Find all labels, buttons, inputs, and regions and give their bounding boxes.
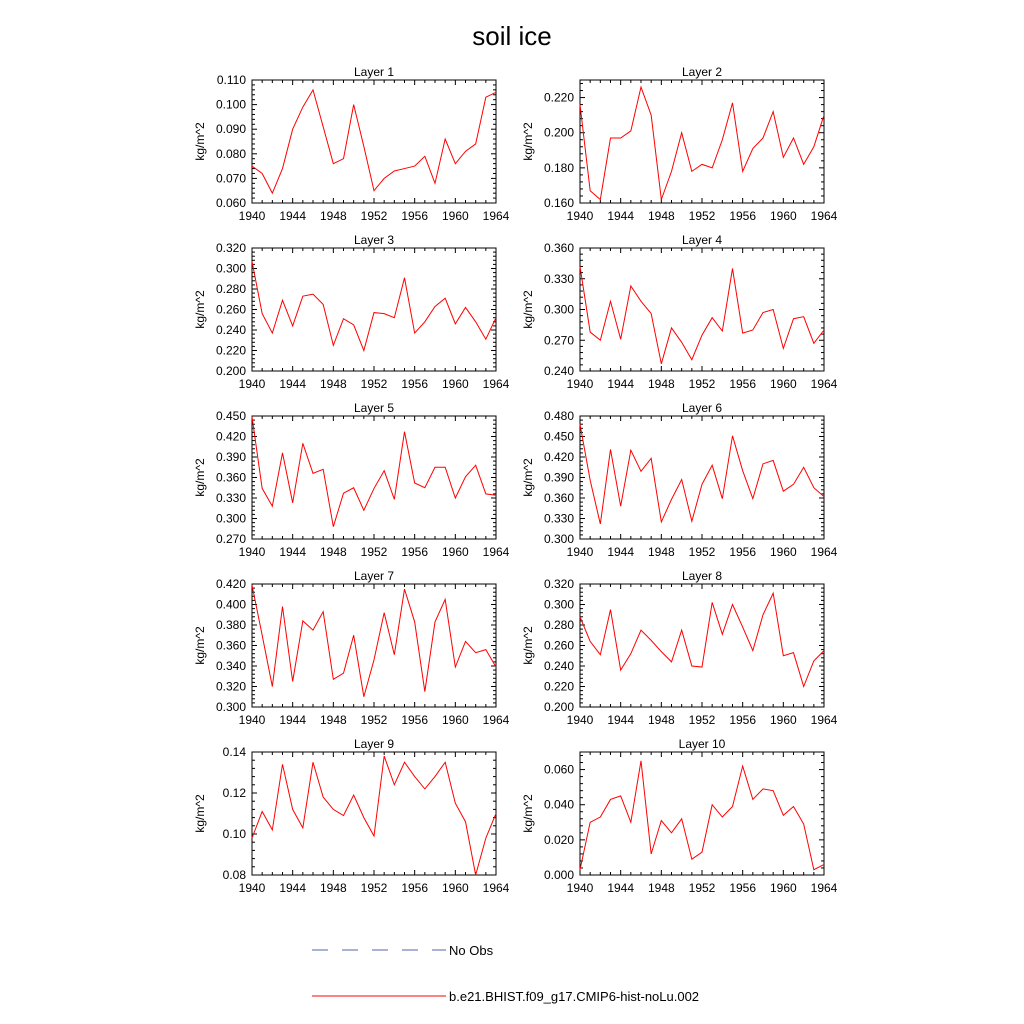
- y-axis-label: kg/m^2: [521, 626, 535, 665]
- x-tick-label: 1952: [360, 713, 388, 727]
- legend: [312, 943, 699, 1004]
- y-tick-label: 0.280: [215, 282, 246, 296]
- x-tick-label: 1944: [279, 377, 307, 391]
- y-axis-label: kg/m^2: [193, 290, 207, 329]
- legend-model-label: b.e21.BHIST.f09_g17.CMIP6-hist-noLu.002: [449, 989, 700, 1004]
- panel-layer-3: [193, 233, 510, 391]
- x-tick-label: 1964: [482, 377, 510, 391]
- y-tick-label: 0.180: [543, 160, 574, 175]
- x-tick-label: 1964: [482, 209, 510, 223]
- panels-group: [193, 65, 838, 895]
- y-tick-label: 0.390: [215, 450, 246, 464]
- x-tick-label: 1956: [401, 377, 429, 391]
- x-tick-label: 1940: [238, 377, 266, 391]
- x-tick-label: 1960: [769, 713, 797, 727]
- y-tick-label: 0.320: [215, 679, 246, 694]
- plot-frame: [252, 416, 496, 539]
- x-tick-label: 1940: [238, 881, 266, 895]
- panel-layer-8: [521, 569, 838, 727]
- y-tick-label: 0.420: [215, 577, 246, 591]
- x-tick-label: 1948: [647, 377, 675, 391]
- x-tick-label: 1940: [566, 545, 594, 559]
- panel-layer-10: [521, 737, 838, 895]
- y-tick-label: 0.360: [543, 491, 574, 505]
- series-line-layer-7: [252, 585, 496, 697]
- x-tick-label: 1964: [810, 377, 838, 391]
- x-tick-label: 1944: [607, 377, 635, 391]
- x-tick-label: 1944: [279, 881, 307, 895]
- y-tick-label: 0.090: [215, 122, 246, 137]
- y-tick-label: 0.08: [222, 868, 246, 882]
- panel-title-layer-1: Layer 1: [353, 65, 395, 79]
- y-tick-label: 0.200: [543, 700, 574, 714]
- y-tick-label: 0.020: [543, 832, 574, 847]
- plot-frame: [580, 248, 824, 371]
- y-tick-label: 0.100: [215, 97, 246, 112]
- panel-title-layer-8: Layer 8: [681, 569, 723, 583]
- x-tick-label: 1940: [566, 881, 594, 895]
- y-tick-label: 0.110: [216, 73, 246, 87]
- chart-title: soil ice: [472, 21, 552, 51]
- legend-obs-label: No Obs: [449, 943, 494, 958]
- y-tick-label: 0.220: [543, 679, 574, 694]
- series-line-layer-3: [252, 261, 496, 350]
- x-tick-label: 1944: [607, 545, 635, 559]
- x-tick-label: 1948: [319, 881, 347, 895]
- x-tick-label: 1948: [319, 377, 347, 391]
- plot-frame: [580, 80, 824, 203]
- x-tick-label: 1960: [441, 545, 469, 559]
- y-axis-label: kg/m^2: [521, 458, 535, 497]
- y-tick-label: 0.10: [222, 827, 246, 841]
- x-tick-label: 1952: [360, 881, 388, 895]
- x-tick-label: 1956: [401, 881, 429, 895]
- y-axis-label: kg/m^2: [193, 458, 207, 497]
- panel-layer-1: [193, 65, 510, 223]
- panel-title-layer-10: Layer 10: [678, 737, 726, 751]
- y-tick-label: 0.260: [215, 302, 246, 317]
- y-tick-label: 0.040: [543, 797, 574, 812]
- x-tick-label: 1964: [810, 881, 838, 895]
- panel-title-layer-5: Layer 5: [353, 401, 395, 415]
- series-line-layer-10: [580, 761, 824, 870]
- y-tick-label: 0.000: [543, 868, 574, 882]
- series-line-layer-8: [580, 593, 824, 686]
- y-tick-label: 0.080: [215, 146, 246, 161]
- y-tick-label: 0.220: [543, 90, 574, 105]
- y-tick-label: 0.390: [543, 470, 574, 485]
- x-tick-label: 1964: [810, 209, 838, 223]
- y-axis-label: kg/m^2: [193, 794, 207, 833]
- x-tick-label: 1948: [647, 209, 675, 223]
- plot-frame: [252, 584, 496, 707]
- x-tick-label: 1940: [238, 209, 266, 223]
- x-tick-label: 1952: [360, 545, 388, 559]
- x-tick-label: 1940: [238, 545, 266, 559]
- x-tick-label: 1956: [729, 545, 757, 559]
- y-tick-label: 0.360: [543, 241, 574, 255]
- y-tick-label: 0.450: [215, 409, 246, 423]
- panel-title-layer-9: Layer 9: [353, 737, 395, 751]
- x-tick-label: 1960: [769, 377, 797, 391]
- x-tick-label: 1956: [729, 713, 757, 727]
- x-tick-label: 1952: [688, 209, 716, 223]
- panel-title-layer-7: Layer 7: [353, 569, 395, 583]
- panel-title-layer-6: Layer 6: [681, 401, 723, 415]
- x-tick-label: 1944: [607, 209, 635, 223]
- series-line-layer-4: [580, 266, 824, 363]
- x-tick-label: 1964: [482, 881, 510, 895]
- y-tick-label: 0.300: [215, 511, 246, 526]
- series-line-layer-2: [580, 87, 824, 199]
- panel-title-layer-3: Layer 3: [353, 233, 395, 247]
- y-tick-label: 0.270: [215, 532, 246, 546]
- y-tick-label: 0.320: [215, 241, 246, 255]
- x-tick-label: 1964: [810, 713, 838, 727]
- series-line-layer-6: [580, 424, 824, 524]
- x-tick-label: 1948: [647, 881, 675, 895]
- x-tick-label: 1940: [238, 713, 266, 727]
- x-tick-label: 1960: [769, 545, 797, 559]
- x-tick-label: 1948: [647, 545, 675, 559]
- y-tick-label: 0.330: [543, 511, 574, 526]
- plot-frame: [252, 248, 496, 371]
- panel-layer-7: [193, 569, 510, 727]
- y-tick-label: 0.340: [215, 659, 246, 673]
- y-axis-label: kg/m^2: [193, 122, 207, 161]
- x-tick-label: 1952: [688, 377, 716, 391]
- y-tick-label: 0.200: [543, 125, 574, 140]
- x-tick-label: 1948: [319, 545, 347, 559]
- x-tick-label: 1956: [729, 209, 757, 223]
- series-line-layer-9: [252, 756, 496, 875]
- x-tick-label: 1964: [810, 545, 838, 559]
- y-tick-label: 0.380: [215, 618, 246, 632]
- y-tick-label: 0.160: [543, 196, 574, 210]
- plot-frame: [252, 80, 496, 203]
- x-tick-label: 1940: [566, 377, 594, 391]
- y-tick-label: 0.450: [543, 429, 574, 444]
- x-tick-label: 1960: [441, 881, 469, 895]
- y-tick-label: 0.360: [215, 638, 246, 653]
- y-tick-label: 0.300: [215, 700, 246, 714]
- y-tick-label: 0.200: [215, 364, 246, 378]
- y-tick-label: 0.260: [543, 638, 574, 653]
- panel-layer-5: [193, 401, 510, 559]
- panel-title-layer-2: Layer 2: [681, 65, 723, 79]
- x-tick-label: 1956: [729, 377, 757, 391]
- y-tick-label: 0.300: [543, 302, 574, 317]
- y-tick-label: 0.330: [215, 491, 246, 505]
- x-tick-label: 1944: [607, 713, 635, 727]
- y-tick-label: 0.240: [215, 323, 246, 337]
- series-line-layer-5: [252, 417, 496, 527]
- y-tick-label: 0.320: [543, 577, 574, 591]
- y-tick-label: 0.300: [215, 261, 246, 276]
- plot-frame: [580, 416, 824, 539]
- x-tick-label: 1964: [482, 545, 510, 559]
- y-tick-label: 0.070: [215, 171, 246, 186]
- x-tick-label: 1940: [566, 209, 594, 223]
- series-line-layer-1: [252, 90, 496, 193]
- x-tick-label: 1948: [319, 209, 347, 223]
- x-tick-label: 1952: [360, 209, 388, 223]
- plot-frame: [252, 752, 496, 875]
- x-tick-label: 1960: [769, 881, 797, 895]
- y-tick-label: 0.14: [222, 745, 246, 759]
- x-tick-label: 1956: [401, 209, 429, 223]
- y-tick-label: 0.420: [215, 429, 246, 444]
- x-tick-label: 1944: [279, 545, 307, 559]
- x-tick-label: 1964: [482, 713, 510, 727]
- x-tick-label: 1948: [319, 713, 347, 727]
- y-tick-label: 0.400: [215, 597, 246, 612]
- x-tick-label: 1956: [401, 545, 429, 559]
- x-tick-label: 1944: [279, 209, 307, 223]
- x-tick-label: 1960: [769, 209, 797, 223]
- y-tick-label: 0.270: [543, 333, 574, 348]
- y-tick-label: 0.060: [543, 762, 574, 777]
- y-tick-label: 0.220: [215, 343, 246, 358]
- y-tick-label: 0.480: [543, 409, 574, 423]
- x-tick-label: 1944: [279, 713, 307, 727]
- y-axis-label: kg/m^2: [521, 290, 535, 329]
- y-tick-label: 0.12: [222, 786, 246, 800]
- x-tick-label: 1944: [607, 881, 635, 895]
- y-tick-label: 0.330: [543, 271, 574, 286]
- y-axis-label: kg/m^2: [521, 794, 535, 833]
- y-tick-label: 0.420: [543, 450, 574, 464]
- y-tick-label: 0.240: [543, 659, 574, 673]
- y-tick-label: 0.060: [215, 196, 246, 210]
- x-tick-label: 1952: [688, 545, 716, 559]
- y-tick-label: 0.280: [543, 618, 574, 632]
- plot-frame: [580, 752, 824, 875]
- y-tick-label: 0.300: [543, 597, 574, 612]
- x-tick-label: 1960: [441, 713, 469, 727]
- x-tick-label: 1956: [401, 713, 429, 727]
- panel-title-layer-4: Layer 4: [681, 233, 723, 247]
- y-tick-label: 0.360: [215, 470, 246, 485]
- panel-layer-2: [521, 65, 838, 223]
- x-tick-label: 1960: [441, 377, 469, 391]
- panel-layer-4: [521, 233, 838, 391]
- y-tick-label: 0.300: [543, 532, 574, 546]
- x-tick-label: 1952: [688, 881, 716, 895]
- x-tick-label: 1960: [441, 209, 469, 223]
- x-tick-label: 1952: [688, 713, 716, 727]
- panel-layer-6: [521, 401, 838, 559]
- panel-layer-9: [193, 737, 510, 895]
- y-axis-label: kg/m^2: [521, 122, 535, 161]
- x-tick-label: 1956: [729, 881, 757, 895]
- y-tick-label: 0.240: [543, 364, 574, 378]
- x-tick-label: 1948: [647, 713, 675, 727]
- x-tick-label: 1940: [566, 713, 594, 727]
- y-axis-label: kg/m^2: [193, 626, 207, 665]
- x-tick-label: 1952: [360, 377, 388, 391]
